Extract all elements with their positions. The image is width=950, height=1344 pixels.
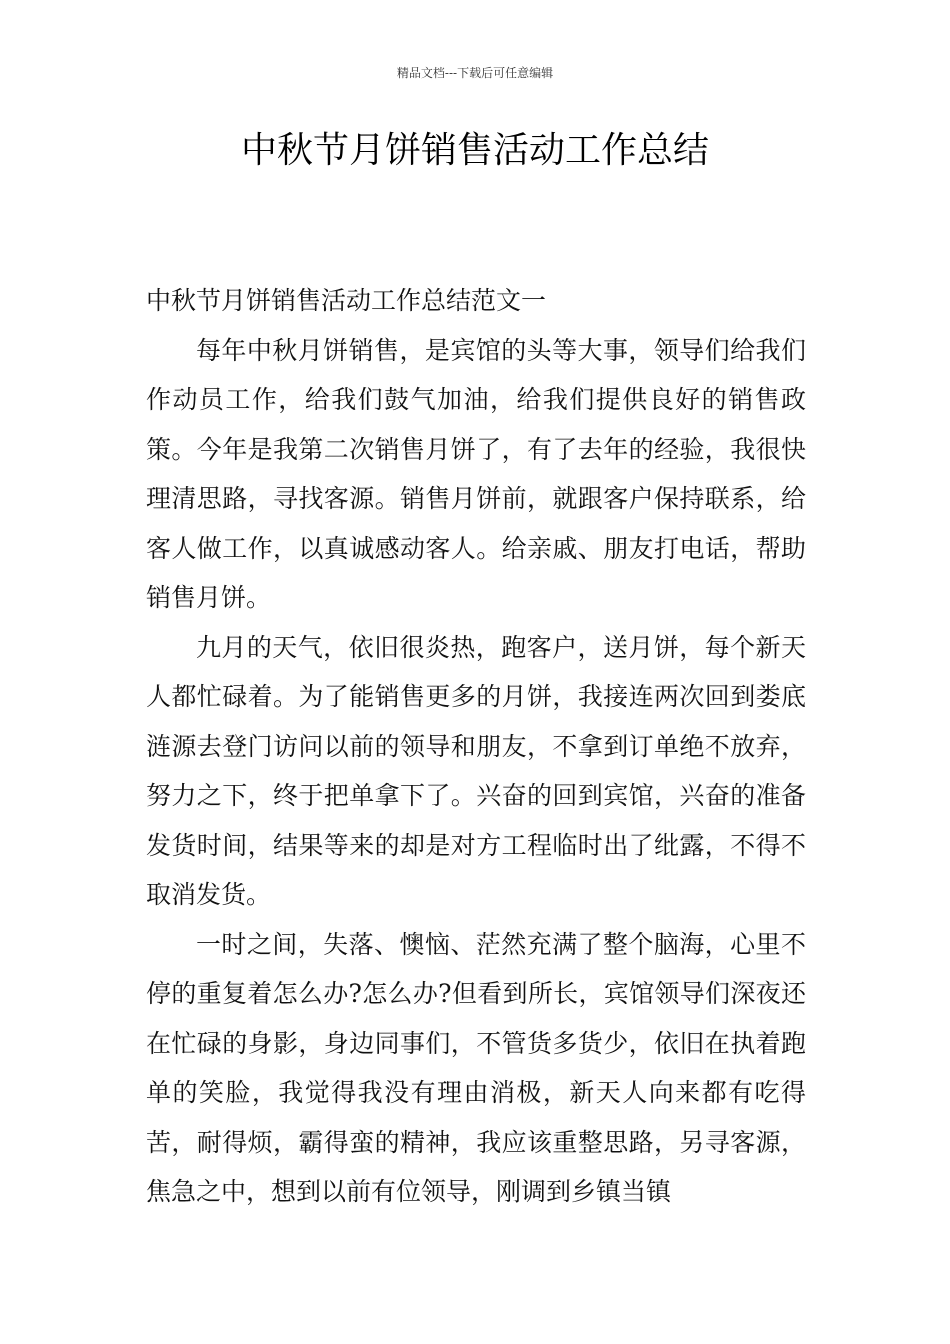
section-heading: 中秋节月饼销售活动工作总结范文一 [146, 286, 547, 315]
paragraph-1: 每年中秋月饼销售，是宾馆的头等大事，领导们给我们作动员工作，给我们鼓气加油，给我们提供良好的销售政策。今年是我第二次销售月饼了，有了去年的经验，我很快理清思路，寻找客源。销售月饼前，就跟客户保持联系，给客人做工作，以真诚感动客人。给亲戚、朋友打电话，帮助销售月饼。 [146, 335, 806, 612]
paragraph-3: 一时之间，失落、懊恼、茫然充满了整个脑海，心里不停的重复着怎么办?怎么办?但看到所长，宾馆领导们深夜还在忙碌的身影，身边同事们，不管货多货少，依旧在执着跑单的笑脸，我觉得我没有理由消极，新天人向来都有吃得苦，耐得烦，霸得蛮的精神，我应该重整思路，另寻客源，焦急之中，想到以前有位领导，刚调到乡镇当镇 [146, 929, 806, 1206]
paragraph-2: 九月的天气，依旧很炎热，跑客户，送月饼，每个新天人都忙碌着。为了能销售更多的月饼，我接连两次回到娄底涟源去登门访问以前的领导和朋友，不拿到订单绝不放弃，努力之下，终于把单拿下了。兴奋的回到宾馆，兴奋的准备发货时间，结果等来的却是对方工程临时出了纰露，不得不取消发货。 [146, 632, 806, 909]
header-note: 精品文档---下载后可任意编辑 [396, 66, 554, 80]
document-title: 中秋节月饼销售活动工作总结 [240, 130, 709, 171]
document-body [146, 276, 806, 1217]
